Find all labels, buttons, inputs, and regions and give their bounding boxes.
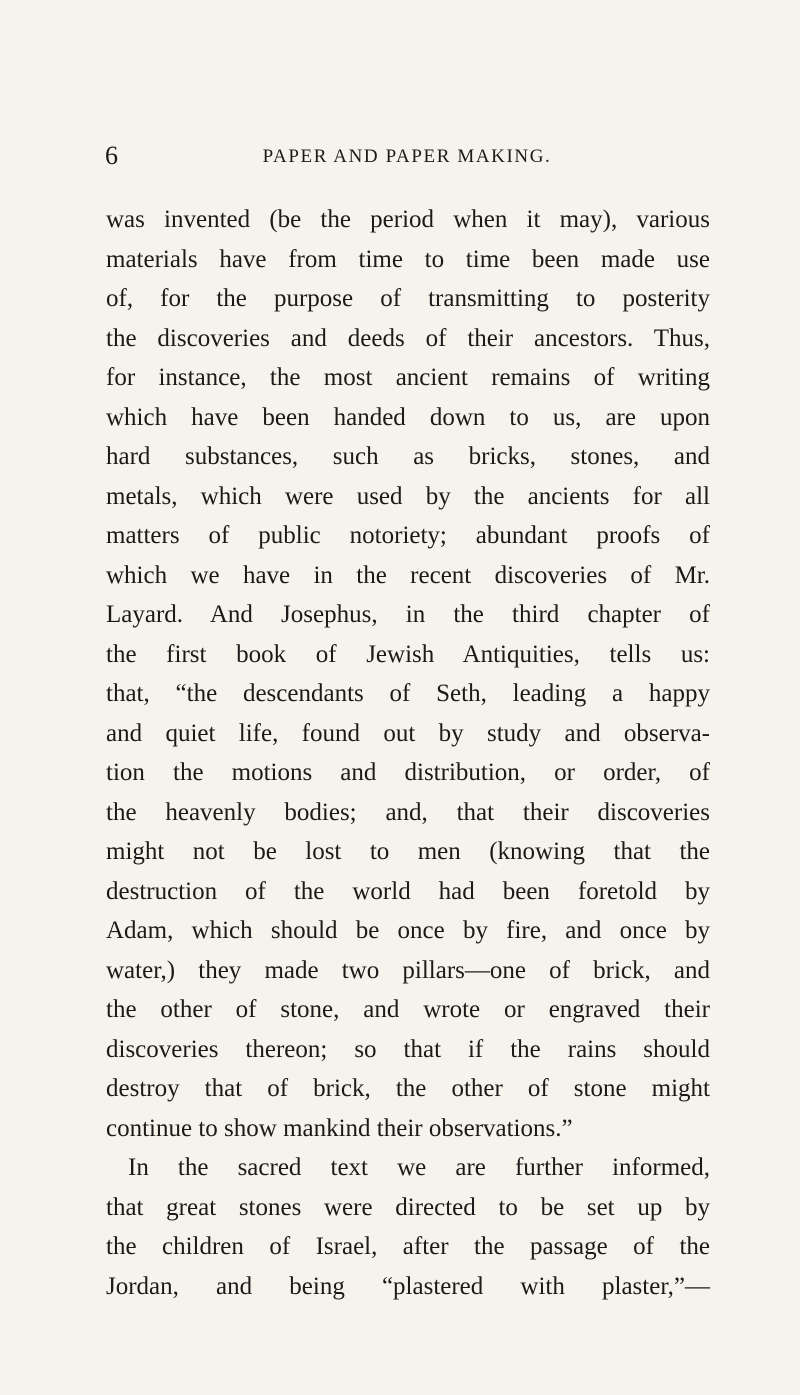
text-line: In the sacred text we are further informed, bbox=[128, 1154, 710, 1181]
text-line: which have been handed down to us, are upon bbox=[106, 403, 710, 431]
text-line: tion the motions and distribution, or order, of bbox=[106, 759, 710, 786]
text-line: and quiet life, found out by study and observa- bbox=[106, 719, 710, 747]
text-line: of, for the purpose of transmitting to posterity bbox=[106, 285, 710, 312]
running-head bbox=[105, 140, 709, 172]
text-line: the heavenly bodies; and, that their discoveries bbox=[106, 798, 710, 826]
text-line: that, “the descendants of Seth, leading a happy bbox=[106, 680, 710, 707]
text-line: the discoveries and deeds of their ancestors. Thus, bbox=[106, 324, 710, 352]
text-line: continue to show mankind their observations.” bbox=[106, 1114, 573, 1142]
text-line: that great stones were directed to be set up by bbox=[106, 1193, 710, 1221]
text-line: the other of stone, and wrote or engraved their bbox=[106, 996, 710, 1023]
text-line: which we have in the recent discoveries of Mr. bbox=[106, 561, 710, 589]
text-line: Adam, which should be once by fire, and once by bbox=[106, 917, 710, 944]
text-line: was invented (be the period when it may), various bbox=[106, 206, 710, 233]
text-line: Layard. And Josephus, in the third chapter of bbox=[106, 601, 710, 628]
text-line: discoveries thereon; so that if the rains should bbox=[106, 1035, 710, 1063]
text-line: destruction of the world had been foretold by bbox=[106, 877, 710, 905]
text-line: the children of Israel, after the passage of the bbox=[106, 1233, 710, 1260]
text-line: the first book of Jewish Antiquities, tells us: bbox=[106, 640, 710, 668]
text-line: water,) they made two pillars—one of brick, and bbox=[106, 956, 710, 984]
text-line: might not be lost to men (knowing that the bbox=[106, 838, 710, 865]
text-line: metals, which were used by the ancients for all bbox=[106, 482, 710, 510]
body-text bbox=[106, 200, 710, 1306]
text-line: materials have from time to time been made use bbox=[106, 245, 710, 273]
text-line: hard substances, such as bricks, stones, and bbox=[106, 443, 710, 470]
text-line: matters of public notoriety; abundant proofs of bbox=[106, 522, 710, 549]
page-number: 6 bbox=[105, 141, 118, 170]
text-line: destroy that of brick, the other of stone might bbox=[106, 1075, 710, 1102]
text-line: Jordan, and being “plastered with plaster,”— bbox=[106, 1272, 710, 1300]
running-title: PAPER AND PAPER MAKING. bbox=[262, 146, 552, 167]
text-line: for instance, the most ancient remains of writing bbox=[106, 364, 710, 391]
